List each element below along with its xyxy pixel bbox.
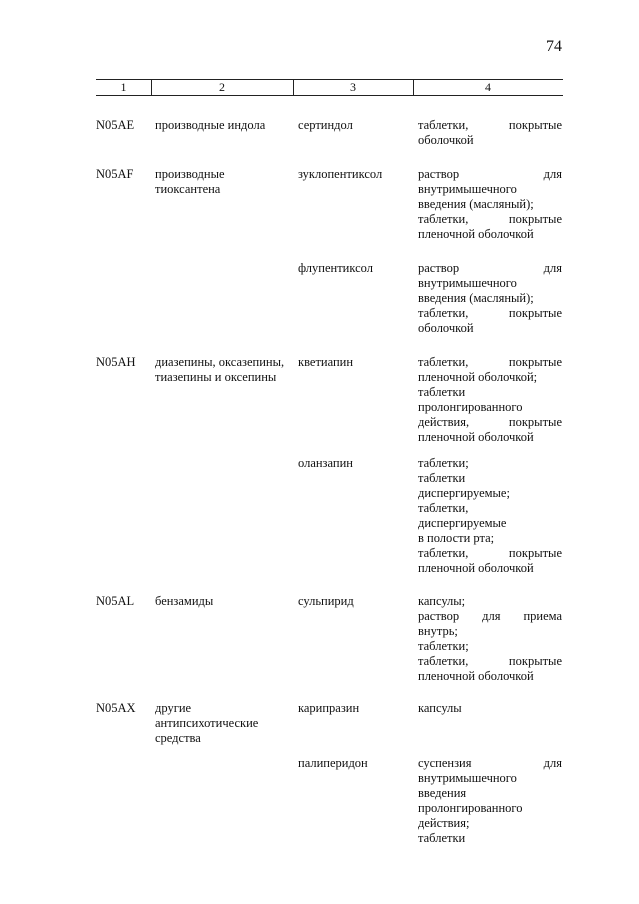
dosage-form: таблетки; таблетки диспергируемые; таблетки, диспергируемые в полости рта; таблетки, покрытые пленочной оболочкой: [418, 456, 562, 575]
dosage-form: суспензия для внутримышечного введения пролонгированного действия; таблетки: [418, 756, 562, 845]
group-name: производные индола: [155, 118, 266, 132]
header-col-1: 1: [120, 80, 127, 94]
header-col-3: 3: [350, 80, 356, 94]
dosage-form: раствор для внутримышечного введения (масляный); таблетки, покрытые оболочкой: [418, 261, 562, 335]
drug-name: сертиндол: [298, 118, 353, 132]
drug-name: флупентиксол: [298, 261, 373, 275]
atc-code: N05AF: [96, 167, 134, 181]
dosage-form: таблетки, покрытые оболочкой: [418, 118, 562, 147]
page-number: 74: [546, 38, 562, 55]
drug-name: сульпирид: [298, 594, 354, 608]
drug-name: кветиапин: [298, 355, 354, 369]
atc-code: N05AX: [96, 701, 136, 715]
dosage-form: раствор для внутримышечного введения (масляный); таблетки, покрытые пленочной оболочкой: [418, 167, 562, 241]
group-name: бензамиды: [155, 594, 214, 608]
header-col-2: 2: [219, 80, 225, 94]
dosage-form: таблетки, покрытые пленочной оболочкой; таблетки пролонгированного действия, покрытые пленочной оболочкой: [418, 355, 562, 444]
atc-code: N05AL: [96, 594, 135, 608]
group-name: производные тиоксантена: [155, 167, 225, 196]
dosage-form: капсулы: [418, 701, 462, 715]
drug-name: зуклопентиксол: [298, 167, 383, 181]
group-name: другие антипсихотические средства: [155, 701, 259, 745]
dosage-form: капсулы; раствор для приема внутрь; таблетки; таблетки, покрытые пленочной оболочкой: [418, 594, 562, 683]
drug-name: карипразин: [298, 701, 360, 715]
header-col-4: 4: [485, 80, 491, 94]
drug-name: палиперидон: [298, 756, 368, 770]
group-name: диазепины, оксазепины, тиазепины и оксепины: [155, 355, 285, 384]
atc-code: N05AE: [96, 118, 135, 132]
atc-code: N05AH: [96, 355, 136, 369]
drug-name: оланзапин: [298, 456, 353, 470]
header-bottom-rule: [96, 95, 563, 96]
